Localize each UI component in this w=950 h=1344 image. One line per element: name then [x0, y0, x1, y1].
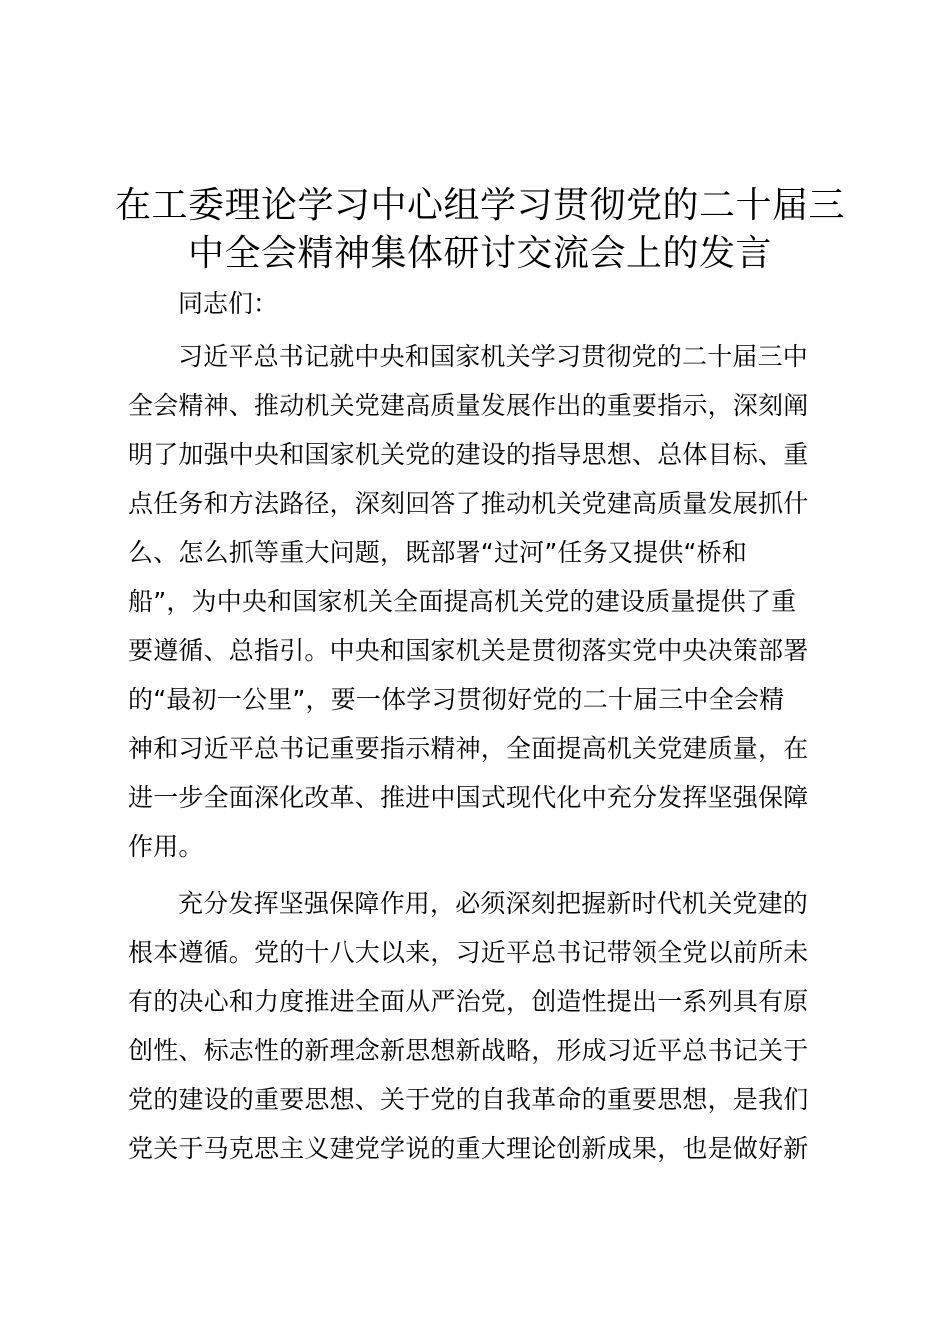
text-line: 充分发挥坚强保障作用，必须深刻把握新时代机关党建的 [178, 889, 809, 918]
text-line: 点任务和方法路径，深刻回答了推动机关党建高质量发展抓什 [128, 489, 809, 518]
text-line: 要遵循、总指引。中央和国家机关是贯彻落实党中央决策部署 [128, 636, 809, 665]
text-line: 习近平总书记就中央和国家机关学习贯彻党的二十届三中 [178, 342, 809, 371]
title-line-1: 在工委理论学习中心组学习贯彻党的二十届三 [114, 185, 845, 226]
text-line: 党的建设的重要思想、关于党的自我革命的重要思想，是我们 [128, 1085, 809, 1114]
text-line: 的“最初一公里”，要一体学习贯彻好党的二十届三中全会精 [128, 685, 785, 714]
paragraph-2 [128, 879, 834, 1173]
text-line: 有的决心和力度推进全面从严治党，创造性提出一系列具有原 [128, 987, 809, 1016]
salutation: 同志们： [178, 289, 279, 318]
text-line: 作用。 [128, 832, 204, 861]
text-line: 全会精神、推动机关党建高质量发展作出的重要指示，深刻阐 [128, 391, 809, 420]
text-line: 进一步全面深化改革、推进中国式现代化中充分发挥坚强保障 [128, 783, 809, 812]
paragraph-1 [128, 332, 834, 871]
text-line: 神和习近平总书记重要指示精神，全面提高机关党建质量，在 [128, 734, 809, 763]
text-line: 明了加强中央和国家机关党的建设的指导思想、总体目标、重 [128, 440, 809, 469]
text-line: 党关于马克思主义建党学说的重大理论创新成果，也是做好新 [128, 1134, 809, 1163]
text-line: 么、怎么抓等重大问题，既部署“过河”任务又提供“桥和 [128, 538, 748, 567]
text-line: 船”，为中央和国家机关全面提高机关党的建设质量提供了重 [128, 587, 797, 616]
document-title [110, 182, 850, 278]
document-body [128, 284, 834, 1173]
text-line: 根本遵循。党的十八大以来，习近平总书记带领全党以前所未 [128, 938, 809, 967]
text-line: 创性、标志性的新理念新思想新战略，形成习近平总书记关于 [128, 1036, 809, 1065]
title-line-2: 中全会精神集体研讨交流会上的发言 [187, 233, 772, 274]
